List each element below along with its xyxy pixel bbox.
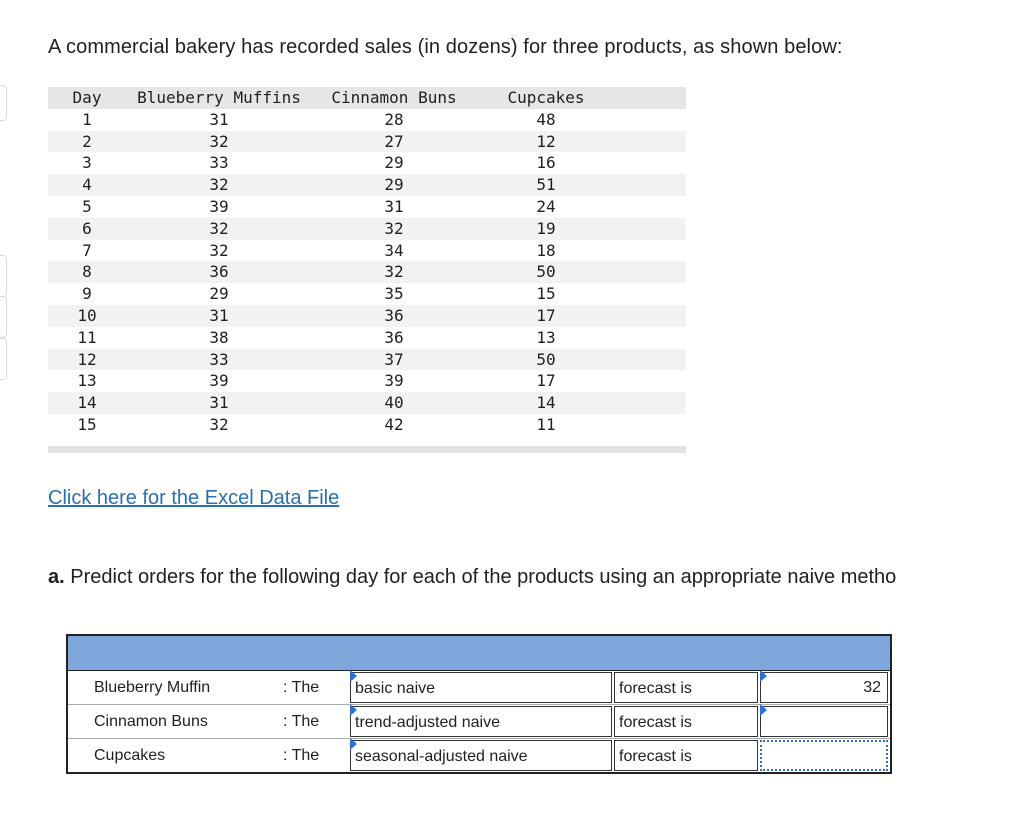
cell-cupcakes: 12 <box>476 131 616 153</box>
cell-cinnamon-buns: 27 <box>312 131 476 153</box>
the-label: : The <box>283 679 320 696</box>
product-name: Cupcakes <box>94 747 166 764</box>
intro-text: A commercial bakery has recorded sales (in dozens) for three products, as shown below: <box>48 36 843 58</box>
forecast-label-dropdown[interactable]: forecast is <box>614 672 758 703</box>
product-name: Blueberry Muffin <box>94 679 211 696</box>
header-blueberry-muffins: Blueberry Muffins <box>137 88 301 107</box>
left-edge-tab <box>0 296 7 338</box>
cell-cinnamon-buns: 37 <box>312 349 476 371</box>
cell-blueberry-muffins: 32 <box>209 240 229 260</box>
cell-marker-icon <box>760 670 767 682</box>
cell-blueberry-muffins: 36 <box>126 261 312 283</box>
cell-cinnamon-buns: 39 <box>384 371 404 391</box>
forecast-label-dropdown[interactable]: forecast is <box>614 740 758 771</box>
header-cupcakes: Cupcakes <box>507 88 585 107</box>
table-row <box>48 109 686 131</box>
cell-day: 2 <box>48 131 126 153</box>
answer-row <box>68 704 890 738</box>
cell-blueberry-muffins: 31 <box>126 305 312 327</box>
cell-blueberry-muffins: 32 <box>126 131 312 153</box>
cell-day: 3 <box>82 153 92 173</box>
forecast-label-dropdown[interactable]: forecast is <box>614 706 758 737</box>
table-row <box>48 261 686 283</box>
cell-cinnamon-buns: 34 <box>384 240 404 260</box>
question-label: a. <box>48 566 65 588</box>
table-row <box>48 305 686 327</box>
cell-day: 14 <box>48 392 126 414</box>
answer-row <box>68 671 890 704</box>
cell-blueberry-muffins: 32 <box>126 218 312 240</box>
cell-day: 15 <box>77 414 97 434</box>
header-day: Day <box>72 88 102 107</box>
cell-day: 4 <box>48 174 126 196</box>
table-row <box>48 370 686 392</box>
cell-cupcakes: 48 <box>536 109 556 129</box>
table-row <box>48 392 686 414</box>
cell-cupcakes: 17 <box>476 305 616 327</box>
cell-blueberry-muffins: 39 <box>209 196 229 216</box>
cell-day: 7 <box>82 240 92 260</box>
table-row <box>48 349 686 371</box>
cell-blueberry-muffins: 38 <box>209 327 229 347</box>
cell-cinnamon-buns: 35 <box>384 284 404 304</box>
cell-blueberry-muffins: 33 <box>126 349 312 371</box>
cell-cupcakes: 51 <box>476 174 616 196</box>
cell-blueberry-muffins: 31 <box>209 109 229 129</box>
cell-cinnamon-buns: 31 <box>384 196 404 216</box>
table-row <box>48 131 686 153</box>
cell-cupcakes: 50 <box>476 261 616 283</box>
cell-day: 5 <box>82 196 92 216</box>
cell-cupcakes: 11 <box>536 414 556 434</box>
table-row <box>48 240 686 262</box>
cell-day: 8 <box>48 261 126 283</box>
cell-cinnamon-buns: 29 <box>384 153 404 173</box>
sales-data-table <box>48 87 686 453</box>
product-name: Cinnamon Buns <box>94 713 208 730</box>
answer-table <box>66 634 892 774</box>
cell-cinnamon-buns: 42 <box>384 414 404 434</box>
table-header-row <box>48 87 686 109</box>
cell-cinnamon-buns: 36 <box>312 305 476 327</box>
method-dropdown[interactable]: trend-adjusted naive <box>350 706 612 737</box>
answer-table-header-band <box>68 636 890 671</box>
cell-cupcakes: 13 <box>536 327 556 347</box>
cell-cinnamon-buns: 36 <box>384 327 404 347</box>
cell-blueberry-muffins: 29 <box>209 284 229 304</box>
cell-blueberry-muffins: 32 <box>209 414 229 434</box>
cell-blueberry-muffins: 39 <box>209 371 229 391</box>
cell-cinnamon-buns: 40 <box>312 392 476 414</box>
answer-row <box>68 738 890 772</box>
cell-day: 10 <box>48 305 126 327</box>
question-a <box>48 566 896 589</box>
cell-marker-icon <box>760 704 767 716</box>
cell-marker-icon <box>350 704 357 716</box>
cell-day: 11 <box>77 327 97 347</box>
cell-cinnamon-buns: 28 <box>384 109 404 129</box>
cell-blueberry-muffins: 33 <box>209 153 229 173</box>
table-footer-band <box>48 446 686 453</box>
cell-cupcakes: 18 <box>536 240 556 260</box>
method-dropdown[interactable]: seasonal-adjusted naive <box>350 740 612 771</box>
table-row <box>48 218 686 240</box>
cell-blueberry-muffins: 31 <box>126 392 312 414</box>
cell-cupcakes: 17 <box>536 371 556 391</box>
the-label: : The <box>283 747 320 764</box>
forecast-value-input[interactable] <box>760 706 888 737</box>
forecast-value-input[interactable]: 32 <box>760 672 888 703</box>
cell-marker-icon <box>350 738 357 750</box>
cell-day: 1 <box>82 109 92 129</box>
left-edge-tab <box>0 338 7 380</box>
forecast-value-input[interactable] <box>760 740 888 771</box>
cell-cupcakes: 19 <box>476 218 616 240</box>
excel-data-file-link[interactable]: Click here for the Excel Data File <box>48 487 340 509</box>
cell-cinnamon-buns: 32 <box>312 218 476 240</box>
cell-cupcakes: 16 <box>536 153 556 173</box>
cell-cupcakes: 15 <box>536 284 556 304</box>
cell-cupcakes: 24 <box>536 196 556 216</box>
table-row <box>48 414 686 436</box>
header-cinnamon-buns: Cinnamon Buns <box>331 88 457 107</box>
table-row <box>48 327 686 349</box>
question-text: Predict orders for the following day for each of the products using an appropriate naive metho <box>70 566 897 588</box>
cell-day: 13 <box>77 371 97 391</box>
cell-day: 12 <box>48 349 126 371</box>
table-row <box>48 174 686 196</box>
method-dropdown[interactable]: basic naive <box>350 672 612 703</box>
cell-cinnamon-buns: 29 <box>312 174 476 196</box>
table-row <box>48 152 686 174</box>
table-row <box>48 283 686 305</box>
table-row <box>48 196 686 218</box>
cell-day: 9 <box>82 284 92 304</box>
cell-marker-icon <box>350 670 357 682</box>
cell-cinnamon-buns: 32 <box>312 261 476 283</box>
left-edge-tab <box>0 85 7 121</box>
left-edge-tab <box>0 255 7 297</box>
cell-cupcakes: 14 <box>476 392 616 414</box>
the-label: : The <box>283 713 320 730</box>
cell-blueberry-muffins: 32 <box>126 174 312 196</box>
cell-day: 6 <box>48 218 126 240</box>
cell-cupcakes: 50 <box>476 349 616 371</box>
